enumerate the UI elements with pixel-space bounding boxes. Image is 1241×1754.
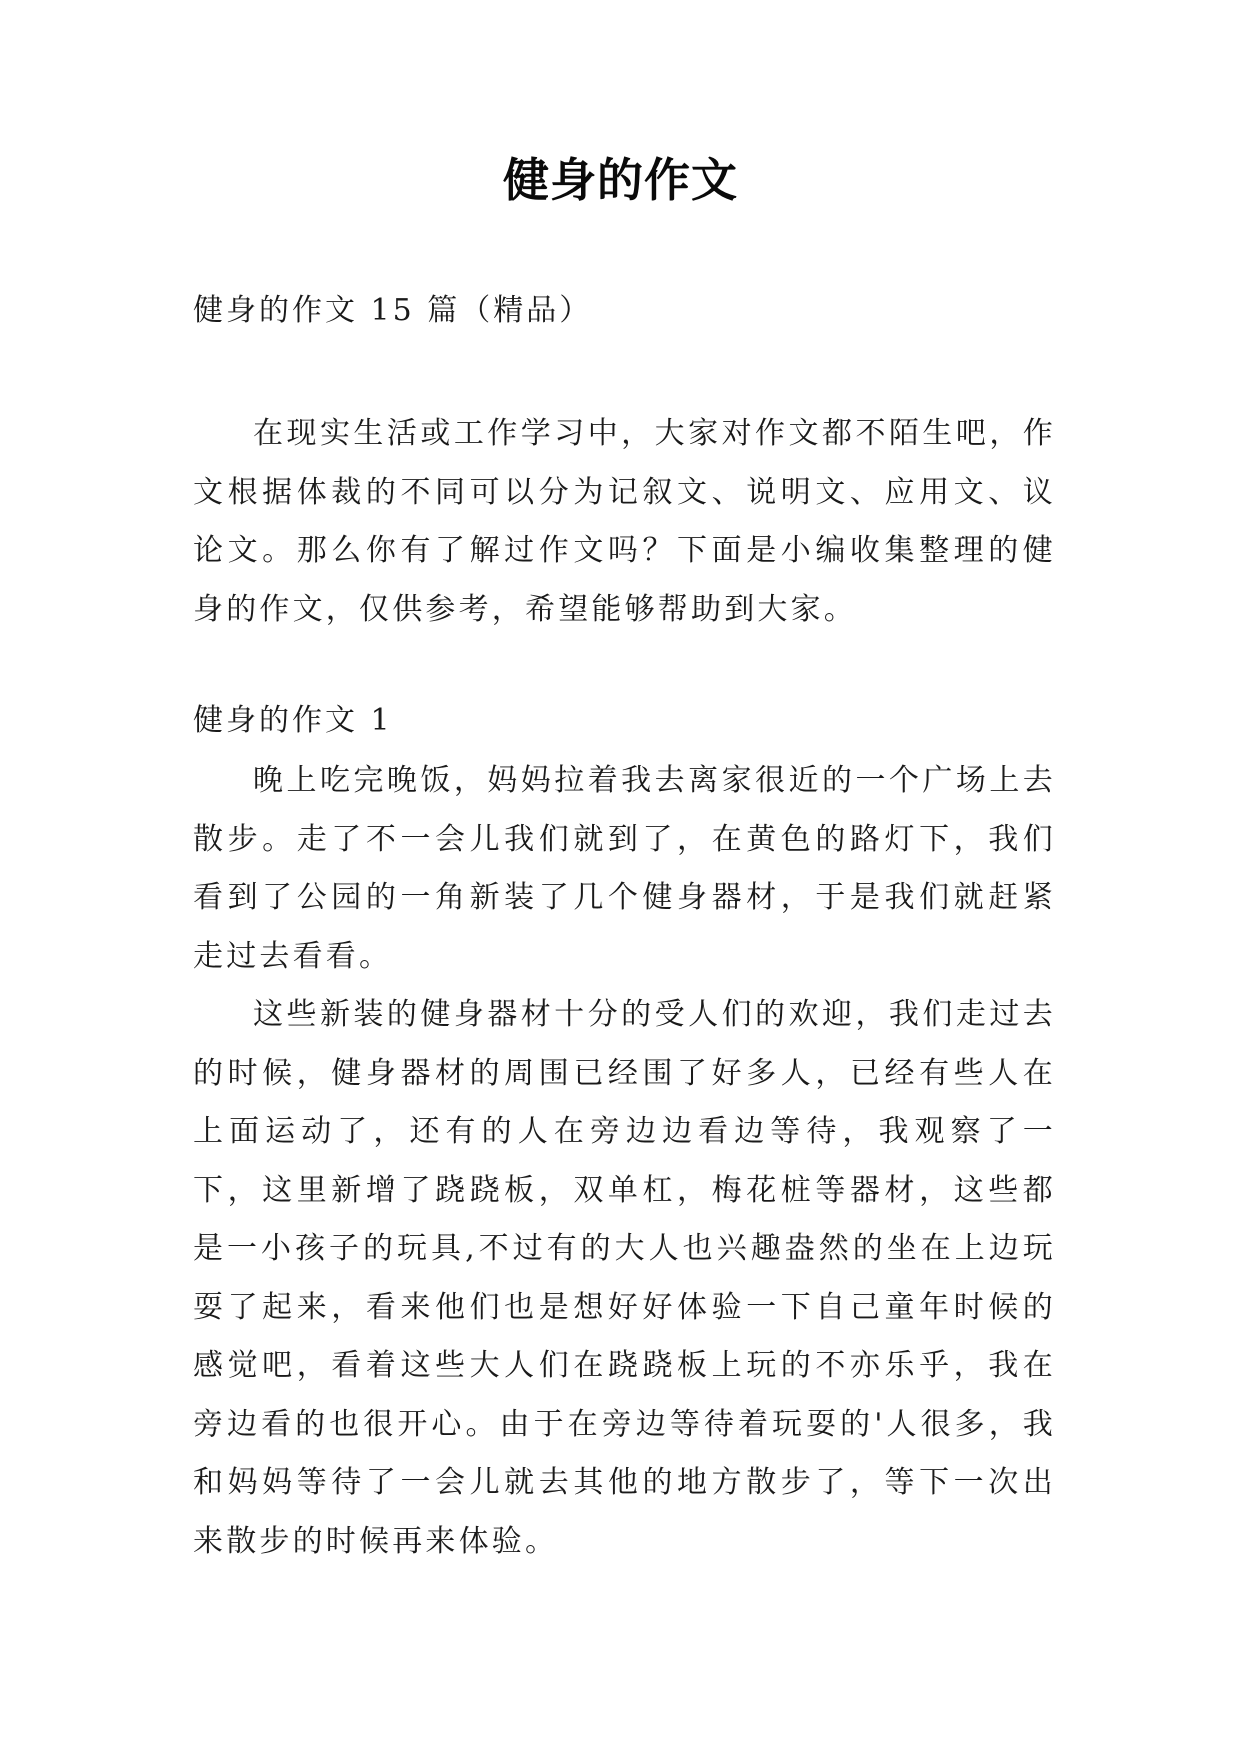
section-heading: 健身的作文 1 [193, 703, 393, 738]
intro-block [193, 405, 1056, 639]
section-body [193, 752, 1056, 1571]
section-paragraph: 这些新装的健身器材十分的受人们的欢迎，我们走过去的时候，健身器材的周围已经围了好多人，已经有些人在上面运动了，还有的人在旁边边看边等待，我观察了一下，这里新增了跷跷板，双单杠，梅花桩等器材，这些都是一小孩子的玩具,不过有的大人也兴趣盎然的坐在上边玩耍了起来，看来他们也是想好好体验一下自己童年时候的感觉吧，看着这些大人们在跷跷板上玩的不亦乐乎，我在旁边看的也很开心。由于在旁边等待着玩耍的'人很多，我和妈妈等待了一会儿就去其他的地方散步了，等下一次出来散步的时候再来体验。 [193, 997, 1056, 1559]
document-subtitle: 健身的作文 15 篇（精品） [193, 293, 593, 328]
intro-paragraph: 在现实生活或工作学习中，大家对作文都不陌生吧，作文根据体裁的不同可以分为记叙文、说明文、应用文、议论文。那么你有了解过作文吗？下面是小编收集整理的健身的作文，仅供参考，希望能够帮助到大家。 [193, 416, 1056, 627]
section-paragraph: 晚上吃完晚饭，妈妈拉着我去离家很近的一个广场上去散步。走了不一会儿我们就到了，在黄色的路灯下，我们看到了公园的一角新装了几个健身器材，于是我们就赶紧走过去看看。 [193, 763, 1056, 974]
document-title: 健身的作文 [503, 153, 738, 207]
